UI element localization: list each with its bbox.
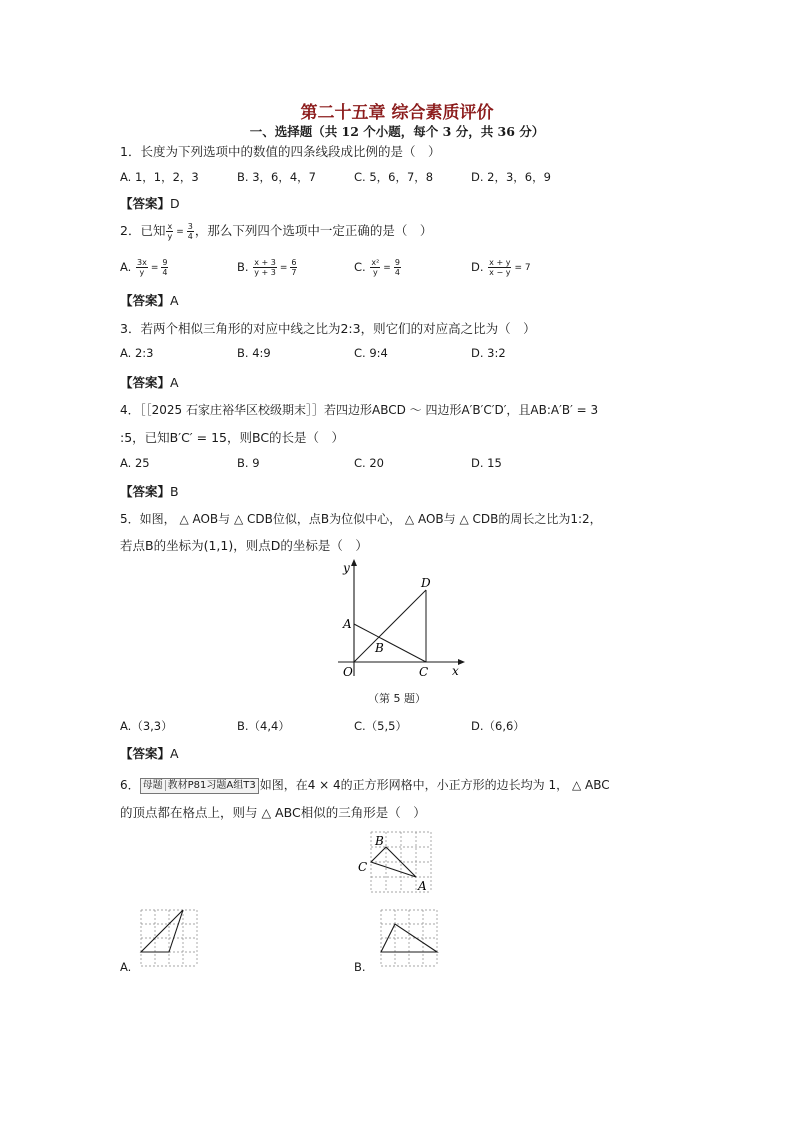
q6-option-b-label: B.	[354, 960, 366, 974]
q2-stem-post: ，那么下列四个选项中一定正确的是（ ）	[194, 223, 433, 238]
y-axis-arrow	[351, 559, 357, 566]
q2-a-frac	[136, 258, 148, 277]
q6-line1-text: 如图，在4 × 4的正方形网格中，小正方形的边长均为 1， △ ABC	[259, 778, 610, 792]
tag-parent-problem: 母题	[143, 780, 166, 791]
q5-option-d: D.（6,6）	[471, 719, 525, 733]
q2-a-num: 3x	[136, 258, 147, 267]
q2-frac-num: x	[167, 222, 173, 231]
q3-answer	[120, 373, 179, 391]
q5-answer-value: A	[170, 746, 179, 761]
q2-stem-pre: 2．已知	[120, 223, 166, 238]
q2-c-num: x²	[371, 258, 380, 267]
q4-option-b: B. 9	[237, 456, 260, 470]
q6-option-a-label: A.	[120, 960, 132, 974]
q5-answer	[120, 744, 179, 762]
q2-c-label: C.	[354, 260, 366, 274]
q2-b-rhs	[290, 258, 297, 277]
y-label: y	[343, 561, 350, 575]
q2-c-eq: =	[383, 262, 391, 273]
q2-d-den: x − y	[489, 268, 511, 277]
q2-a-eq: =	[150, 262, 159, 273]
q2-eq: =	[176, 226, 184, 237]
point-d-label: D	[421, 576, 431, 590]
q2-option-b	[237, 258, 298, 277]
point-o-label: O	[343, 665, 353, 679]
q1-option-b: B. 3，6，4，7	[237, 170, 316, 184]
answer-label: 【答案】	[120, 484, 171, 499]
q2-c-rnum: 9	[394, 258, 400, 267]
q2-d-eq: = 7	[514, 262, 531, 273]
option-a-triangle	[141, 910, 183, 952]
q6-option-a-figure	[138, 907, 204, 969]
q2-stem	[120, 221, 432, 241]
q2-answer	[120, 291, 179, 309]
point-c-label: C	[419, 665, 429, 679]
section-heading: 一、选择题（共 12 个小题，每个 3 分，共 36 分）	[249, 124, 545, 139]
q2-given-fraction	[166, 222, 173, 241]
q2-option-d	[471, 258, 533, 277]
q1-answer	[120, 194, 180, 212]
page-title: 第二十五章 综合素质评价	[300, 103, 494, 123]
q2-b-rnum: 6	[291, 258, 297, 267]
q4-option-c: C. 20	[354, 456, 384, 470]
q2-c-rhs	[394, 258, 401, 277]
tag-textbook-ref: 教材P81习题A组T3	[167, 779, 256, 791]
q2-answer-value: A	[170, 293, 179, 308]
answer-label: 【答案】	[120, 196, 171, 211]
q2-b-rden: 7	[291, 268, 297, 277]
q4-answer-value: B	[170, 484, 179, 499]
q2-a-den: y	[139, 268, 145, 277]
q4-answer	[120, 482, 179, 500]
q3-option-a: A. 2:3	[120, 346, 154, 360]
q2-a-rnum: 9	[162, 258, 168, 267]
q2-b-eq: =	[279, 262, 288, 273]
q2-a-rden: 4	[162, 268, 168, 277]
q3-option-d: D. 3:2	[471, 346, 506, 360]
answer-label: 【答案】	[120, 293, 171, 308]
q1-option-d: D. 2，3，6，9	[471, 170, 551, 184]
q2-given-value	[187, 222, 194, 241]
q6-point-c-label: C	[358, 860, 368, 874]
q5-option-a: A.（3,3）	[120, 719, 173, 733]
q5-option-b: B.（4,4）	[237, 719, 290, 733]
point-a-label: A	[343, 617, 352, 631]
q5-line2: 若点B的坐标为(1,1)，则点D的坐标是（ ）	[120, 538, 368, 553]
q2-b-num: x + 3	[254, 258, 276, 267]
q1-stem: 1．长度为下列选项中的数值的四条线段成比例的是（ ）	[120, 144, 441, 159]
q6-number: 6．	[120, 778, 140, 792]
q5-option-c: C.（5,5）	[354, 719, 407, 733]
q6-line1	[120, 776, 610, 794]
q2-b-frac	[253, 258, 277, 277]
segment-od	[354, 590, 426, 662]
q2-a-rhs	[161, 258, 168, 277]
q1-answer-value: D	[170, 196, 180, 211]
segment-ac	[354, 624, 426, 662]
q6-point-b-label: B	[375, 834, 384, 848]
q2-option-a	[120, 258, 169, 277]
q1-option-c: C. 5，6，7，8	[354, 170, 434, 184]
answer-label: 【答案】	[120, 375, 171, 390]
q5-figure-coordinate-diagram	[330, 558, 470, 682]
q2-d-label: D.	[471, 260, 484, 274]
grid-lines	[381, 910, 437, 966]
q2-c-den: y	[372, 268, 378, 277]
q2-c-rden: 4	[394, 268, 400, 277]
q5-caption: （第 5 题）	[368, 692, 426, 705]
q2-option-c	[354, 258, 402, 277]
q2-frac-den: y	[167, 232, 173, 241]
q6-line2: 的顶点都在格点上，则与 △ ABC相似的三角形是（ ）	[120, 805, 426, 820]
q5-line1: 5．如图， △ AOB与 △ CDB位似，点B为位似中心， △ AOB与 △ CDB的周长之比为1:2，	[120, 512, 602, 526]
q3-option-c: C. 9:4	[354, 346, 388, 360]
q4-option-d: D. 15	[471, 456, 502, 470]
q2-b-label: B.	[237, 260, 249, 274]
q3-answer-value: A	[170, 375, 179, 390]
q2-b-den: y + 3	[254, 268, 276, 277]
q6-point-a-label: A	[418, 879, 427, 893]
x-label: x	[452, 664, 459, 678]
q2-a-label: A.	[120, 260, 132, 274]
q4-line2: :5，已知B′C′ = 15，则BC的长是（ ）	[120, 430, 345, 445]
q2-c-frac	[370, 258, 380, 277]
q3-option-b: B. 4:9	[237, 346, 271, 360]
q6-option-b-figure	[378, 907, 442, 969]
q3-stem: 3．若两个相似三角形的对应中线之比为2:3，则它们的对应高之比为（ ）	[120, 321, 536, 336]
x-axis-arrow	[458, 659, 465, 665]
source-tag	[140, 778, 259, 794]
point-b-label: B	[375, 641, 384, 655]
q6-figure-main-grid	[355, 828, 445, 898]
q2-val-den: 4	[187, 232, 193, 241]
q2-d-num: x + y	[489, 258, 511, 267]
q2-d-frac	[488, 258, 511, 277]
q1-option-a: A. 1，1，2，3	[120, 170, 199, 184]
q2-val-num: 3	[187, 222, 193, 231]
triangle-abc	[371, 847, 416, 877]
q4-option-a: A. 25	[120, 456, 150, 470]
q4-line1: 4．［［2025 石家庄裕华区校级期末］］若四边形ABCD ～ 四边形A′B′C′D′，且AB:A′B′ = 3	[120, 403, 599, 417]
grid-lines	[141, 910, 197, 966]
answer-label: 【答案】	[120, 746, 171, 761]
